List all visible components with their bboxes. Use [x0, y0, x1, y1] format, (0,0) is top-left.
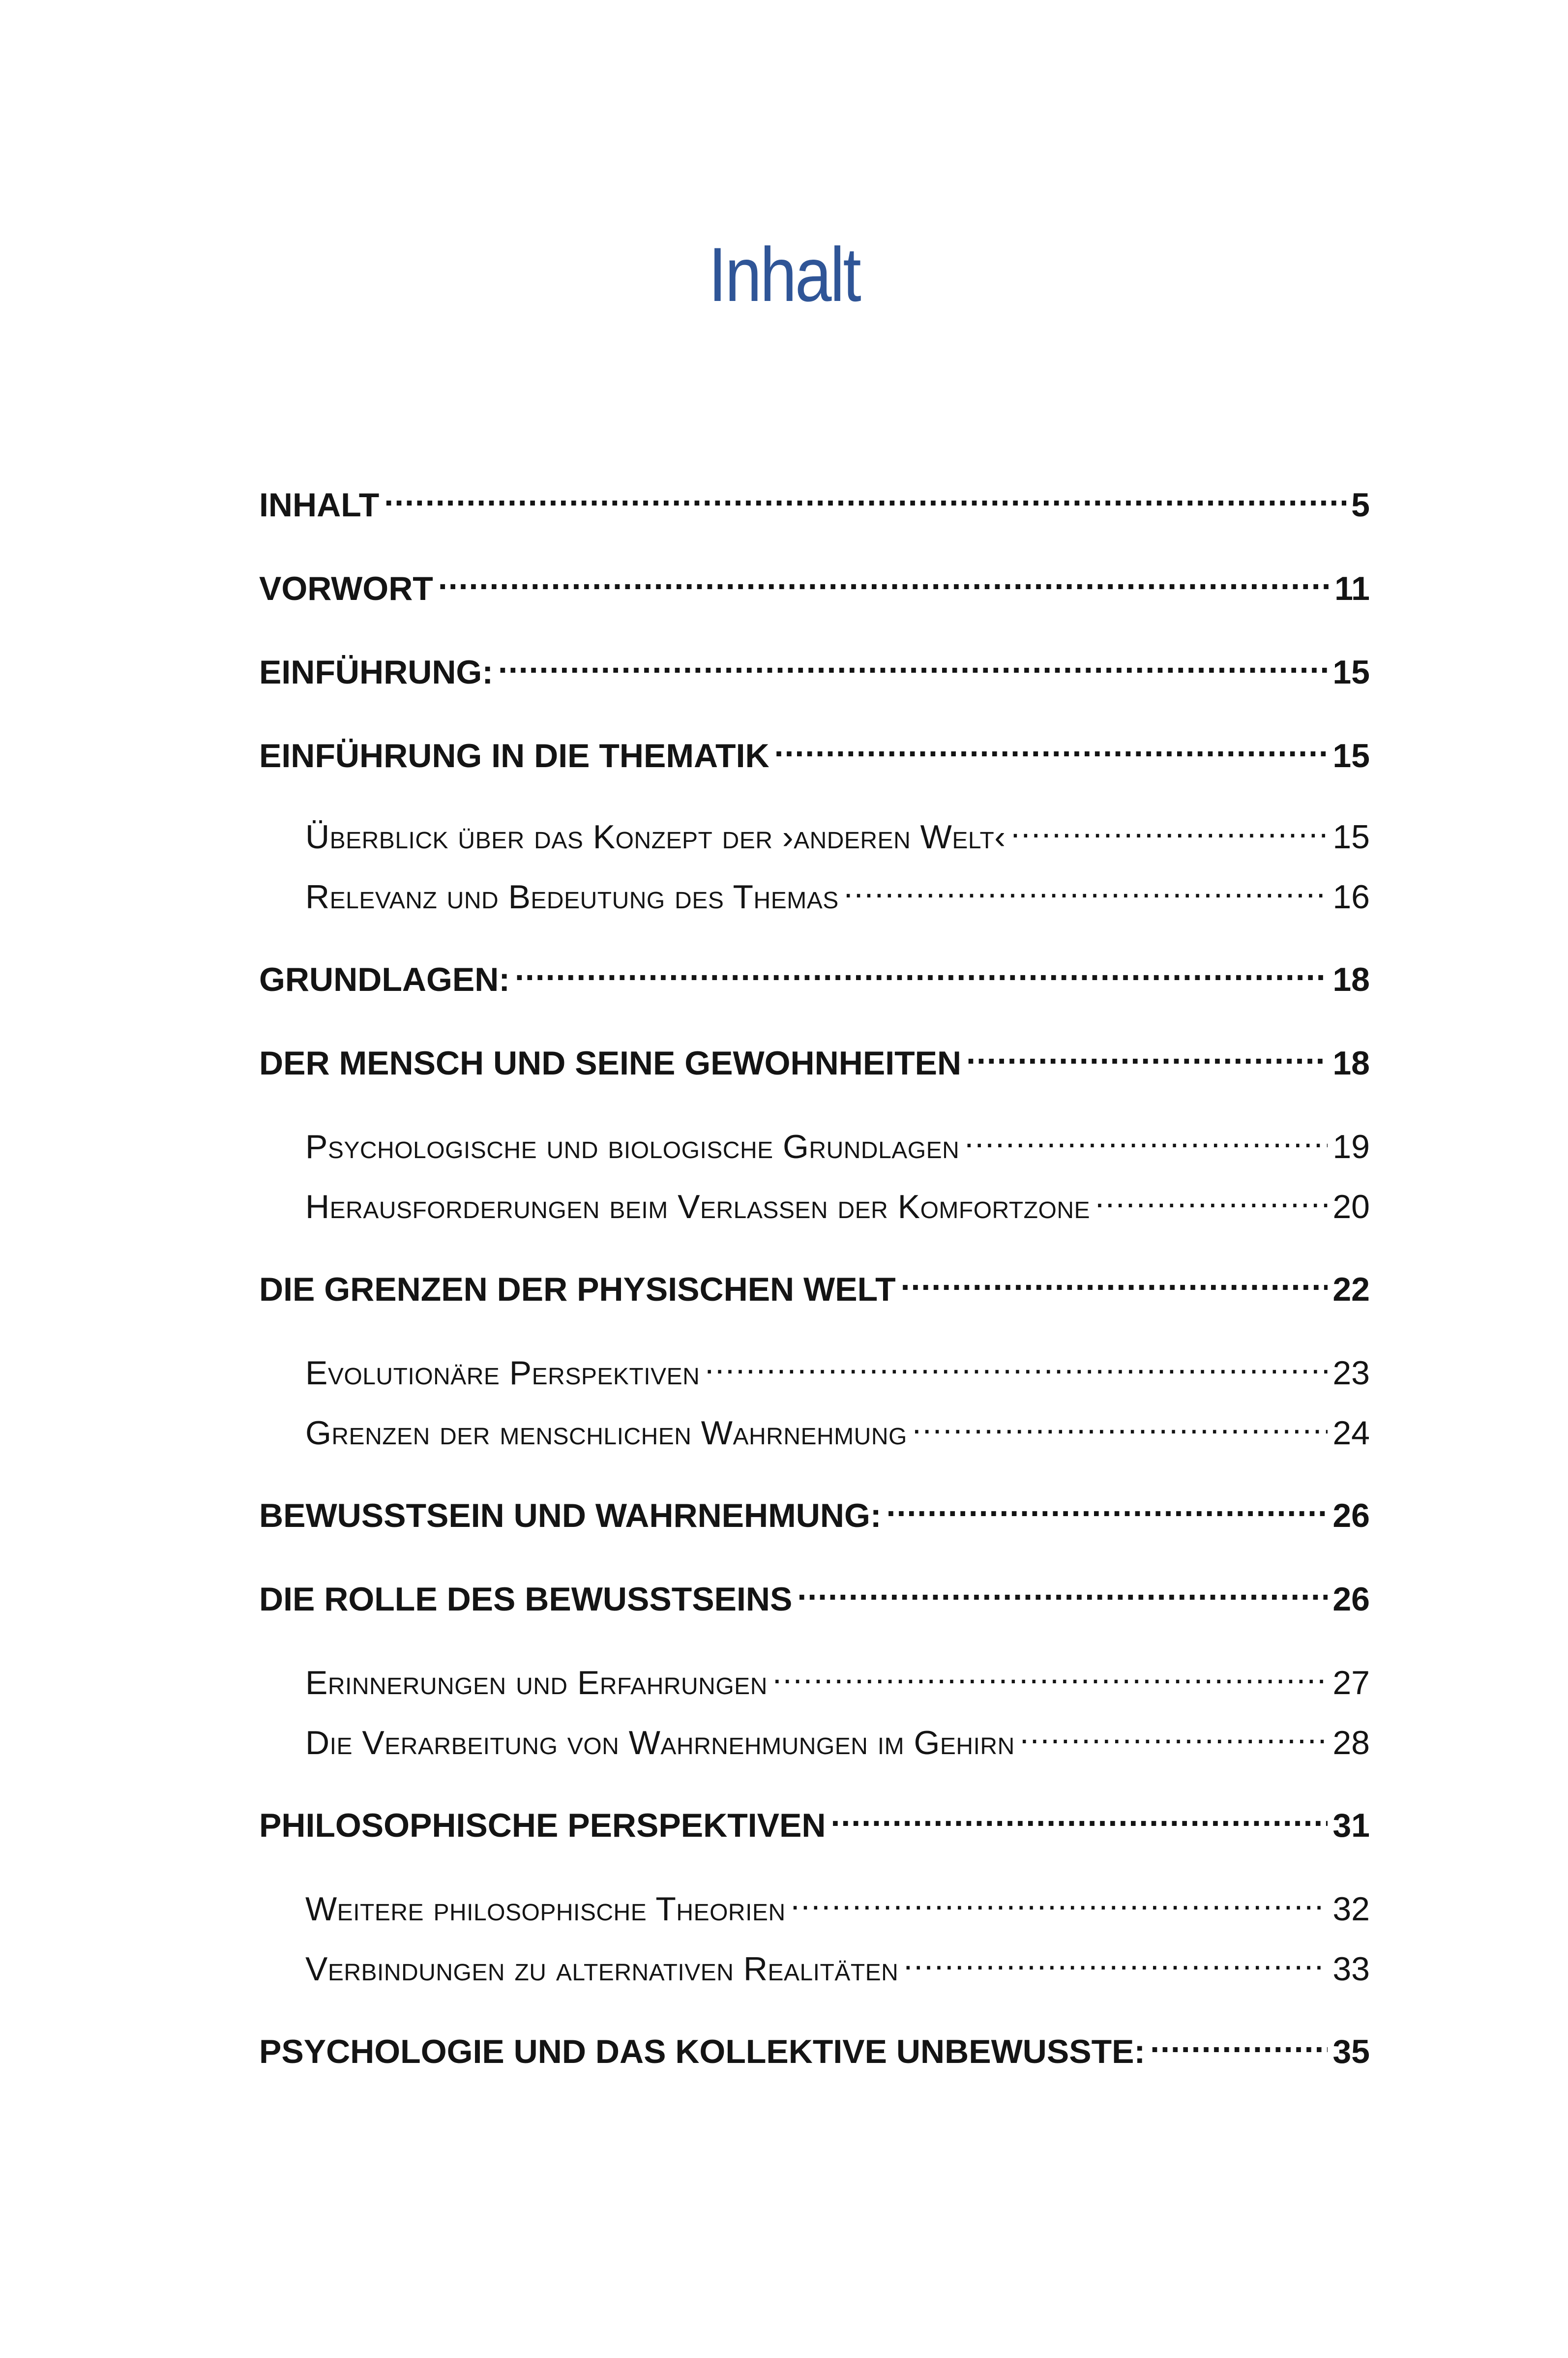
toc-subentry[interactable]: [305, 864, 1370, 916]
toc-entry[interactable]: [259, 1030, 1370, 1082]
toc-subentry-page: 15: [1332, 818, 1370, 856]
toc-entry[interactable]: [259, 1256, 1370, 1308]
toc-leader-dots: [912, 1400, 1328, 1444]
toc-subentry[interactable]: [305, 1876, 1370, 1928]
toc-subentry-label: Psychologische und biologische Grundlagen: [305, 1128, 960, 1165]
toc-entry-label: GRUNDLAGEN:: [259, 961, 510, 998]
toc-subentry-label: Überblick über das Konzept der ›anderen Welt‹: [305, 818, 1006, 856]
toc-entry-label: EINFÜHRUNG:: [259, 654, 493, 691]
toc-subentry-label: Herausforderungen beim Verlassen der Komfortzone: [305, 1188, 1090, 1225]
toc-subentry-label: Verbindungen zu alternativen Realitäten: [305, 1950, 899, 1988]
toc-leader-dots: [844, 864, 1328, 908]
toc-leader-dots: [772, 1650, 1328, 1694]
toc-leader-dots: [901, 1256, 1328, 1301]
toc-entry-page: 35: [1332, 2033, 1370, 2070]
toc-entry-page: 31: [1332, 1807, 1370, 1844]
toc-subentry[interactable]: [305, 1174, 1370, 1225]
toc-subentry-label: Evolutionäre Perspektiven: [305, 1354, 700, 1392]
toc-entry-page: 18: [1332, 1045, 1370, 1082]
toc-subentry-label: Relevanz und Bedeutung des Themas: [305, 878, 839, 916]
toc-entry[interactable]: [259, 1566, 1370, 1618]
toc-entry-page: 26: [1332, 1497, 1370, 1534]
toc-subentry[interactable]: [305, 1650, 1370, 1701]
toc-subentry-page: 19: [1332, 1128, 1370, 1165]
toc-subentry-page: 28: [1332, 1724, 1370, 1761]
toc-entry-label: INHALT: [259, 486, 380, 524]
toc-subentry[interactable]: [305, 1936, 1370, 1988]
toc-subentry-page: 23: [1332, 1354, 1370, 1392]
toc-leader-dots: [1010, 804, 1328, 848]
toc-entry-label: PHILOSOPHISCHE PERSPEKTIVEN: [259, 1807, 826, 1844]
toc-entry-label: DIE ROLLE DES BEWUSSTSEINS: [259, 1581, 793, 1618]
toc-leader-dots: [964, 1114, 1328, 1158]
toc-subentry-label: Weitere philosophische Theorien: [305, 1890, 786, 1928]
toc-subentry-page: 16: [1332, 878, 1370, 916]
toc-entry-page: 26: [1332, 1581, 1370, 1618]
toc-subentry[interactable]: [305, 1114, 1370, 1165]
toc-subentry[interactable]: [305, 804, 1370, 856]
toc-leader-dots: [438, 556, 1330, 600]
toc-entry[interactable]: [259, 947, 1370, 998]
toc-entry-label: DER MENSCH UND SEINE GEWOHNHEITEN: [259, 1045, 962, 1082]
toc-subentry-page: 32: [1332, 1890, 1370, 1928]
toc-subentry-page: 24: [1332, 1414, 1370, 1452]
toc-leader-dots: [498, 639, 1328, 684]
toc-leader-dots: [791, 1876, 1328, 1920]
toc-leader-dots: [515, 947, 1328, 991]
toc-entry-page: 5: [1351, 486, 1370, 524]
toc-subentry-label: Erinnerungen und Erfahrungen: [305, 1664, 768, 1701]
toc-subentry-label: Die Verarbeitung von Wahrnehmungen im Gehirn: [305, 1724, 1015, 1761]
toc-leader-dots: [797, 1566, 1328, 1611]
toc-entry[interactable]: [259, 723, 1370, 775]
toc-entry[interactable]: [259, 472, 1370, 524]
toc-entry-page: 15: [1332, 737, 1370, 775]
toc-entry-label: PSYCHOLOGIE UND DAS KOLLEKTIVE UNBEWUSSTE:: [259, 2033, 1146, 2070]
toc-subentry-label: Grenzen der menschlichen Wahrnehmung: [305, 1414, 907, 1452]
toc-subentry[interactable]: [305, 1710, 1370, 1761]
toc-leader-dots: [1095, 1174, 1328, 1218]
toc-entry-page: 15: [1332, 654, 1370, 691]
toc-subentry[interactable]: [305, 1340, 1370, 1392]
toc-entry[interactable]: [259, 639, 1370, 691]
toc-entry-label: VORWORT: [259, 570, 433, 607]
toc-subentry-page: 27: [1332, 1664, 1370, 1701]
toc-leader-dots: [705, 1340, 1328, 1384]
toc-entry-page: 18: [1332, 961, 1370, 998]
toc-entry-page: 22: [1332, 1271, 1370, 1308]
toc-entry-label: DIE GRENZEN DER PHYSISCHEN WELT: [259, 1271, 896, 1308]
page-title: Inhalt: [708, 232, 860, 318]
toc-leader-dots: [1150, 2019, 1328, 2063]
toc-leader-dots: [966, 1030, 1328, 1075]
toc-entry-label: EINFÜHRUNG IN DIE THEMATIK: [259, 737, 769, 775]
toc-leader-dots: [903, 1936, 1328, 1980]
toc-leader-dots: [830, 1792, 1328, 1837]
toc-leader-dots: [887, 1483, 1328, 1527]
toc-entry[interactable]: [259, 1483, 1370, 1534]
toc-leader-dots: [774, 723, 1328, 767]
toc-entry[interactable]: [259, 1792, 1370, 1844]
toc-subentry-page: 20: [1332, 1188, 1370, 1225]
toc-leader-dots: [1020, 1710, 1328, 1754]
toc-subentry-page: 33: [1332, 1950, 1370, 1988]
toc-entry-label: BEWUSSTSEIN UND WAHRNEHMUNG:: [259, 1497, 882, 1534]
toc-entry[interactable]: [259, 2019, 1370, 2070]
toc-subentry[interactable]: [305, 1400, 1370, 1452]
toc-leader-dots: [384, 472, 1346, 516]
toc-entry[interactable]: [259, 556, 1370, 607]
toc-entry-page: 11: [1334, 570, 1370, 607]
